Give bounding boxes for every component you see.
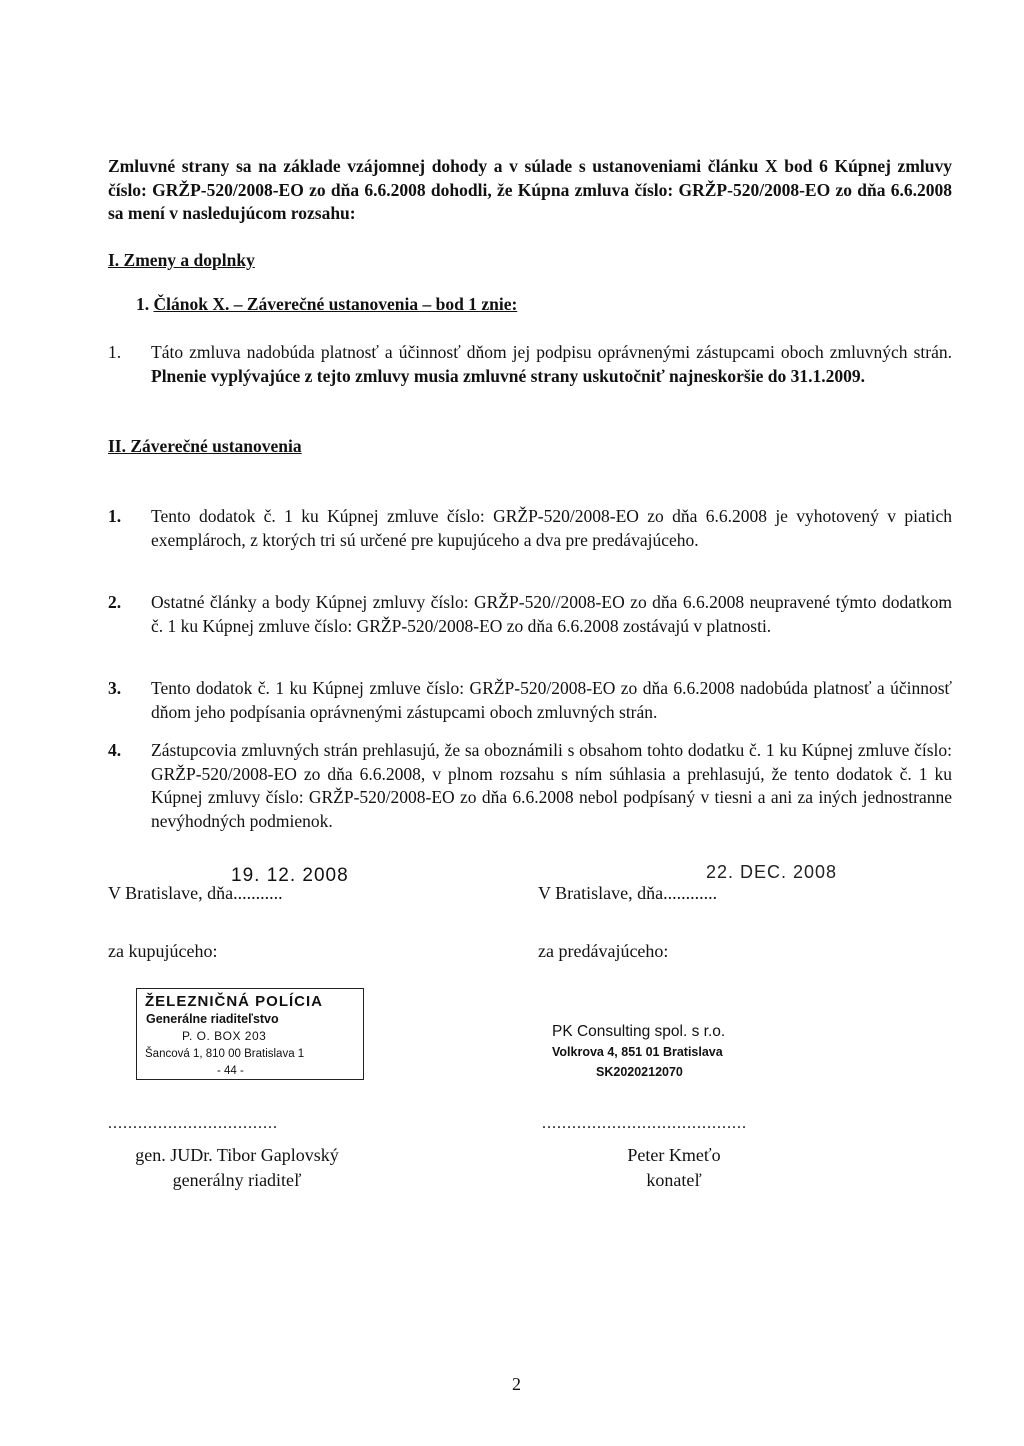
right-date-stamped: 22. DEC. 2008: [706, 862, 838, 882]
right-date-dots: ............: [663, 883, 718, 903]
left-signatory-title: generálny riaditeľ: [172, 1170, 302, 1190]
item-number: 2.: [108, 592, 122, 612]
stamp-line: P. O. BOX 203: [182, 1029, 267, 1043]
item-text: Ostatné články a body Kúpnej zmluvy číslo: GRŽP-520//2008-EO zo dňa 6.6.2008 neupravené týmto dodatkom č. 1 ku Kúpnej zmluve číslo: GRŽP-520/2008-EO zo dňa 6.6.2008 zostávajú v platnosti.: [151, 592, 952, 636]
right-signature-line: .........................................: [542, 1115, 747, 1132]
item-text: Tento dodatok č. 1 ku Kúpnej zmluve číslo: GRŽP-520/2008-EO zo dňa 6.6.2008 nadobúda platnosť a účinnosť dňom jeho podpísania oprávnenými zástupcami oboch zmluvných strán.: [151, 678, 952, 722]
stamp-line: PK Consulting spol. s r.o.: [552, 1023, 726, 1040]
stamp-line: ŽELEZNIČNÁ POLÍCIA: [145, 993, 323, 1010]
section-2-item: [108, 739, 952, 833]
item-number: 1.: [108, 506, 122, 526]
intro-paragraph: Zmluvné strany sa na základe vzájomnej dohody a v súlade s ustanoveniami článku X bod 6 Kúpnej zmluvy číslo: GRŽP-520/2008-EO zo dňa 6.6.2008 dohodli, že Kúpna zmluva číslo: GRŽP-520/2008-EO zo dňa 6.6.2008 sa mení v nasledujúcom rozsahu:: [108, 156, 952, 223]
page-number: 2: [512, 1374, 521, 1394]
stamp-line: Generálne riaditeľstvo: [146, 1011, 279, 1026]
section-1-heading: I. Zmeny a doplnky: [108, 250, 255, 270]
left-party-label: za kupujúceho:: [108, 941, 218, 961]
section-2-item: [108, 591, 952, 638]
stamp-line: SK2020212070: [596, 1065, 683, 1079]
left-signatory-name: gen. JUDr. Tibor Gaplovský: [135, 1145, 339, 1165]
item-number: 3.: [108, 678, 122, 698]
right-place: V Bratislave, dňa: [538, 883, 664, 903]
section-2-item: [108, 677, 952, 724]
left-date-dots: ...........: [233, 883, 283, 903]
right-signatory-name: Peter Kmeťo: [627, 1145, 721, 1165]
left-signatory: [108, 1143, 366, 1193]
right-stamp: [552, 1022, 725, 1082]
item-number: 4.: [108, 740, 122, 760]
stamp-line: Šancová 1, 810 00 Bratislava 1: [145, 1047, 305, 1060]
item-number: 1.: [108, 342, 122, 362]
item-text-bold: Plnenie vyplývajúce z tejto zmluvy musia zmluvné strany uskutočniť najneskoršie do 31.1.2009.: [151, 365, 865, 386]
left-stamp: [136, 988, 364, 1080]
article-heading-text: Článok X. – Záverečné ustanovenia – bod 1 znie:: [153, 294, 518, 314]
section-2-item: [108, 505, 952, 552]
item-text: Tento dodatok č. 1 ku Kúpnej zmluve číslo: GRŽP-520/2008-EO zo dňa 6.6.2008 je vyhotovený v piatich exemplároch, z ktorých tri sú určené pre kupujúceho a dva pre predávajúceho.: [151, 506, 952, 550]
right-party-label: za predávajúceho:: [538, 941, 669, 961]
article-heading: [136, 293, 517, 317]
article-heading-prefix: 1.: [136, 294, 154, 314]
stamp-line: - 44 -: [217, 1065, 244, 1077]
right-place-date: [538, 882, 717, 906]
left-signature-line: ..................................: [108, 1115, 278, 1132]
right-signatory-title: konateľ: [646, 1170, 702, 1190]
stamp-line: Volkrova 4, 851 01 Bratislava: [552, 1045, 723, 1059]
item-text-normal: Táto zmluva nadobúda platnosť a účinnosť dňom jej podpisu oprávnenými zástupcami oboch zmluvných strán.: [151, 342, 952, 362]
section-1-item: [108, 341, 952, 388]
item-text: Zástupcovia zmluvných strán prehlasujú, že sa oboznámili s obsahom tohto dodatku č. 1 ku Kúpnej zmluve číslo: GRŽP-520/2008-EO zo dňa 6.6.2008, v plnom rozsahu s ním súhlasia a prehlasujú, že tento dodatok č. 1 ku Kúpnej zmluvy číslo: GRŽP-520/2008-EO zo dňa 6.6.2008 nebol podpísaný v tiesni a ani za iných jednostranne nevýhodných podmienok.: [151, 740, 952, 831]
section-2-heading: II. Záverečné ustanovenia: [108, 436, 302, 456]
right-signatory: [594, 1143, 754, 1193]
left-date-handwritten: 19. 12. 2008: [231, 865, 349, 886]
item-text: [151, 341, 952, 388]
left-place: V Bratislave, dňa: [108, 883, 234, 903]
